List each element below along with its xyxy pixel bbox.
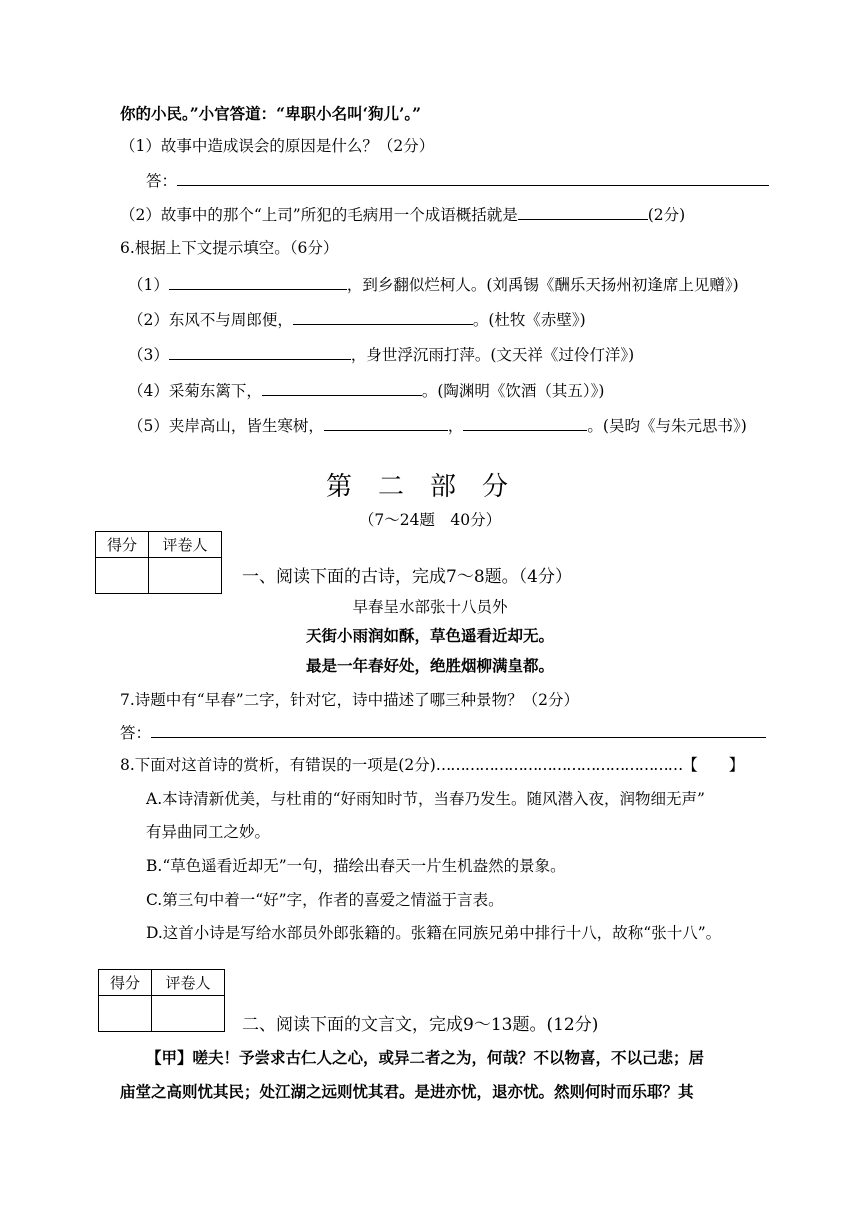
part-subtitle: （7～24题 40分） (358, 511, 502, 529)
q6-blank-4[interactable] (262, 380, 422, 396)
q8-option-d: D.这首小诗是写给水部员外郎张籍的。张籍在同族兄弟中排行十八，故称“张十八”。 (146, 924, 722, 942)
passage-jia-line-1: 【甲】嗟夫！予尝求古仁人之心，或异二者之为，何哉？不以物喜，不以己悲；居 (146, 1048, 705, 1067)
q8-option-a-line2: 有异曲同工之妙。 (146, 823, 271, 841)
q6-blank-3[interactable] (169, 344, 351, 360)
score-header-2: 得分 (99, 970, 152, 996)
q6-item-5: （5）夹岸高山，皆生寒树， ， 。(吴昀《与朱元思书》) (128, 417, 747, 435)
grader-header: 评卷人 (149, 532, 222, 558)
grader-cell-2[interactable] (152, 996, 225, 1032)
score-table-2 (98, 969, 225, 1032)
question-5-1: （1）故事中造成误会的原因是什么？（2分） (120, 137, 435, 155)
passage-jia-line-2: 庙堂之高则忧其民；处江湖之远则忧其君。是进亦忧，退亦忧。然则何时而乐耶？其 (120, 1082, 694, 1101)
poem-title: 早春呈水部张十八员外 (352, 598, 508, 616)
part-title: 第二部分 (325, 472, 534, 502)
q6-item-2: （2）东风不与周郎便， 。(杜牧《赤壁》) (128, 311, 586, 329)
poem-line-1: 天街小雨润如酥，草色遥看近却无。 (305, 626, 554, 645)
q8-option-c: C.第三句中着一“好”字，作者的喜爱之情溢于言表。 (146, 891, 504, 909)
answer-line-5-1 (146, 170, 769, 191)
section-1-heading: 一、阅读下面的古诗，完成7～8题。（4分） (242, 567, 572, 587)
score-cell[interactable] (96, 558, 149, 594)
answer-bracket[interactable]: 【 】 (682, 756, 745, 774)
question-7-stem: 7.诗题中有“早春”二字，针对它，诗中描述了哪三种景物？（2分） (120, 691, 580, 709)
q6-blank-2[interactable] (293, 309, 473, 325)
q8-option-b: B.“草色遥看近却无”一句，描绘出春天一片生机盎然的景象。 (146, 857, 566, 875)
section-2-heading: 二、阅读下面的文言文，完成9～13题。(12分) (242, 1015, 599, 1035)
grader-cell[interactable] (149, 558, 222, 594)
q6-item-4: （4）采菊东篱下， 。(陶渊明《饮酒（其五）》) (128, 382, 605, 400)
q6-item-1: （1） ，到乡翻似烂柯人。(刘禹锡《酬乐天扬州初逢席上见赠》) (128, 276, 739, 294)
question-6-stem: 6.根据上下文提示填空。（6分） (120, 239, 339, 257)
score-header: 得分 (96, 532, 149, 558)
answer-label: 答： (146, 172, 178, 190)
grader-header-2: 评卷人 (152, 970, 225, 996)
question-5-2: （2）故事中的那个“上司”所犯的毛病用一个成语概括就是 (2分) (120, 206, 686, 224)
leader-dots: …………………………………………… (435, 756, 683, 774)
question-8-stem: 8.下面对这首诗的赏析，有错误的一项是(2分)……………………………………………【 】 (120, 756, 745, 774)
answer-blank-5-2[interactable] (518, 204, 648, 220)
q6-blank-1[interactable] (169, 274, 347, 290)
answer-blank-5-1[interactable] (177, 170, 769, 186)
answer-label-7: 答： (120, 724, 152, 742)
q6-item-3: （3） ，身世浮沉雨打萍。(文天祥《过伶仃洋》) (128, 346, 635, 364)
q6-blank-5a[interactable] (324, 415, 448, 431)
q6-blank-5b[interactable] (463, 415, 587, 431)
poem-line-2: 最是一年春好处，绝胜烟柳满皇都。 (305, 656, 554, 675)
score-table-1 (95, 531, 222, 594)
answer-line-7 (120, 722, 766, 743)
q8-option-a-line1: A.本诗清新优美，与杜甫的“好雨知时节，当春乃发生。随风潜入夜，润物细无声” (146, 790, 705, 808)
score-cell-2[interactable] (99, 996, 152, 1032)
answer-blank-7[interactable] (151, 722, 766, 738)
story-last-line: 你的小民。”小官答道：“卑职小名叫‘狗儿’。” (120, 104, 422, 123)
